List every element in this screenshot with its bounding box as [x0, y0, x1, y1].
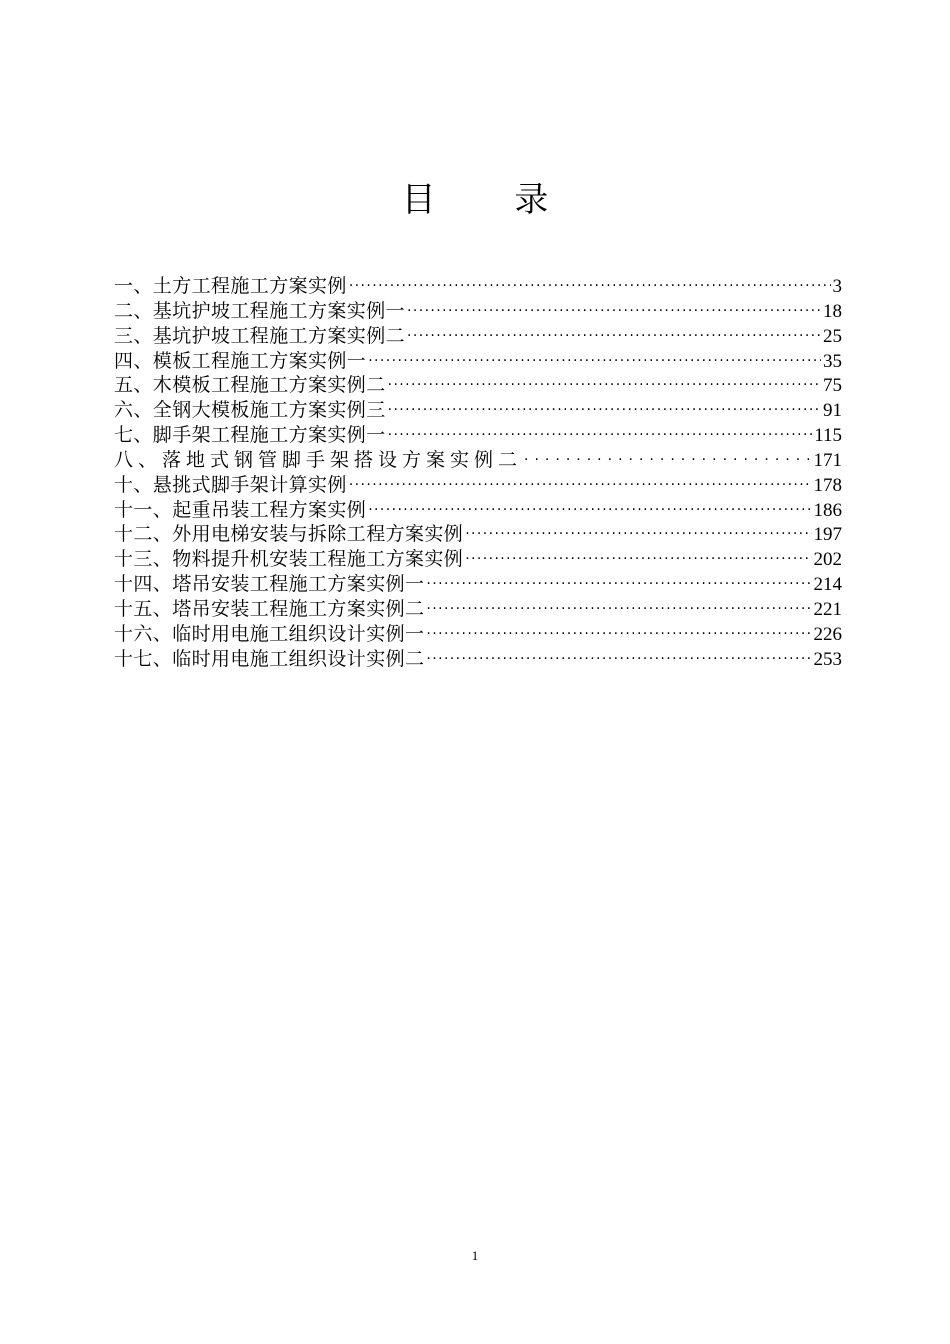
- toc-entry[interactable]: [114, 522, 842, 547]
- toc-entry-page: 197: [813, 524, 842, 546]
- toc-entry-label: 四、模板工程施工方案实例一: [114, 349, 367, 372]
- toc-entry-page: 253: [813, 648, 842, 670]
- toc-entry-label: 五、木模板工程施工方案实例二: [114, 374, 386, 397]
- toc-entry[interactable]: [114, 498, 842, 523]
- toc-dot-leader: [349, 473, 812, 498]
- toc-entry-page: 186: [813, 499, 842, 521]
- toc-dot-leader: [388, 373, 821, 398]
- toc-entry[interactable]: [114, 473, 842, 498]
- toc-entry[interactable]: [114, 373, 842, 398]
- toc-dot-leader: [426, 572, 811, 597]
- toc-dot-leader: [388, 423, 813, 448]
- toc-entry-page: 214: [813, 574, 842, 596]
- toc-entry[interactable]: [114, 572, 842, 597]
- toc-entry-page: 226: [813, 623, 842, 645]
- toc-entry[interactable]: [114, 622, 842, 647]
- toc-entry-page: 3: [832, 276, 842, 297]
- toc-entry-page: 18: [823, 300, 842, 322]
- toc-entry-label: 七、脚手架工程施工方案实例一: [114, 424, 386, 447]
- toc-entry-page: 178: [813, 474, 842, 496]
- toc-entry[interactable]: [114, 398, 842, 423]
- toc-entry-label: 十一、起重吊装工程方案实例: [114, 498, 367, 521]
- toc-entry[interactable]: [114, 299, 842, 324]
- toc-dot-leader: [465, 522, 811, 547]
- toc-dot-leader: [407, 324, 821, 349]
- toc-entry-page: 115: [814, 425, 842, 447]
- table-of-contents: [114, 274, 842, 672]
- toc-entry[interactable]: [114, 274, 842, 299]
- toc-dot-leader: [368, 498, 811, 523]
- toc-entry[interactable]: [114, 349, 842, 374]
- toc-entry-page: 75: [823, 375, 842, 397]
- toc-entry-label: 六、全钢大模板施工方案实例三: [114, 399, 386, 422]
- toc-entry-label: 十四、塔吊安装工程施工方案实例一: [114, 573, 425, 596]
- toc-entry[interactable]: [114, 423, 842, 448]
- toc-dot-leader: [368, 349, 821, 374]
- toc-entry[interactable]: [114, 647, 842, 672]
- toc-entry[interactable]: [114, 448, 842, 473]
- footer-page-number: 1: [471, 1248, 479, 1263]
- toc-entry-label: 十二、外用电梯安装与拆除工程方案实例: [114, 523, 464, 546]
- toc-entry-page: 25: [823, 325, 842, 347]
- toc-dot-leader: [426, 622, 811, 647]
- toc-entry-label: 十五、塔吊安装工程施工方案实例二: [114, 597, 425, 620]
- toc-entry[interactable]: [114, 324, 842, 349]
- toc-entry-label: 二、基坑护坡工程施工方案实例一: [114, 299, 406, 322]
- toc-entry-label: 十三、物料提升机安装工程施工方案实例: [114, 548, 464, 571]
- toc-dot-leader: [465, 547, 811, 572]
- toc-dot-leader: [388, 398, 821, 423]
- toc-entry-page: 35: [823, 350, 842, 372]
- toc-dot-leader: [524, 448, 811, 473]
- toc-entry-label: 十、悬挑式脚手架计算实例: [114, 473, 347, 496]
- toc-entry-page: 202: [813, 549, 842, 571]
- toc-dot-leader: [407, 299, 821, 324]
- toc-entry-page: 171: [813, 449, 842, 471]
- toc-entry-label: 八、落地式钢管脚手架搭设方案实例二: [114, 448, 523, 471]
- toc-title: 目 录: [401, 180, 583, 220]
- toc-entry[interactable]: [114, 597, 842, 622]
- toc-entry-label: 十七、临时用电施工组织设计实例二: [114, 647, 425, 670]
- toc-entry-label: 十六、临时用电施工组织设计实例一: [114, 622, 425, 645]
- toc-dot-leader: [426, 647, 811, 672]
- toc-dot-leader: [349, 274, 831, 299]
- toc-entry-page: 221: [813, 598, 842, 620]
- toc-entry-label: 三、基坑护坡工程施工方案实例二: [114, 324, 406, 347]
- toc-dot-leader: [426, 597, 811, 622]
- toc-entry-label: 一、土方工程施工方案实例: [114, 275, 347, 297]
- toc-entry[interactable]: [114, 547, 842, 572]
- toc-entry-page: 91: [823, 400, 842, 422]
